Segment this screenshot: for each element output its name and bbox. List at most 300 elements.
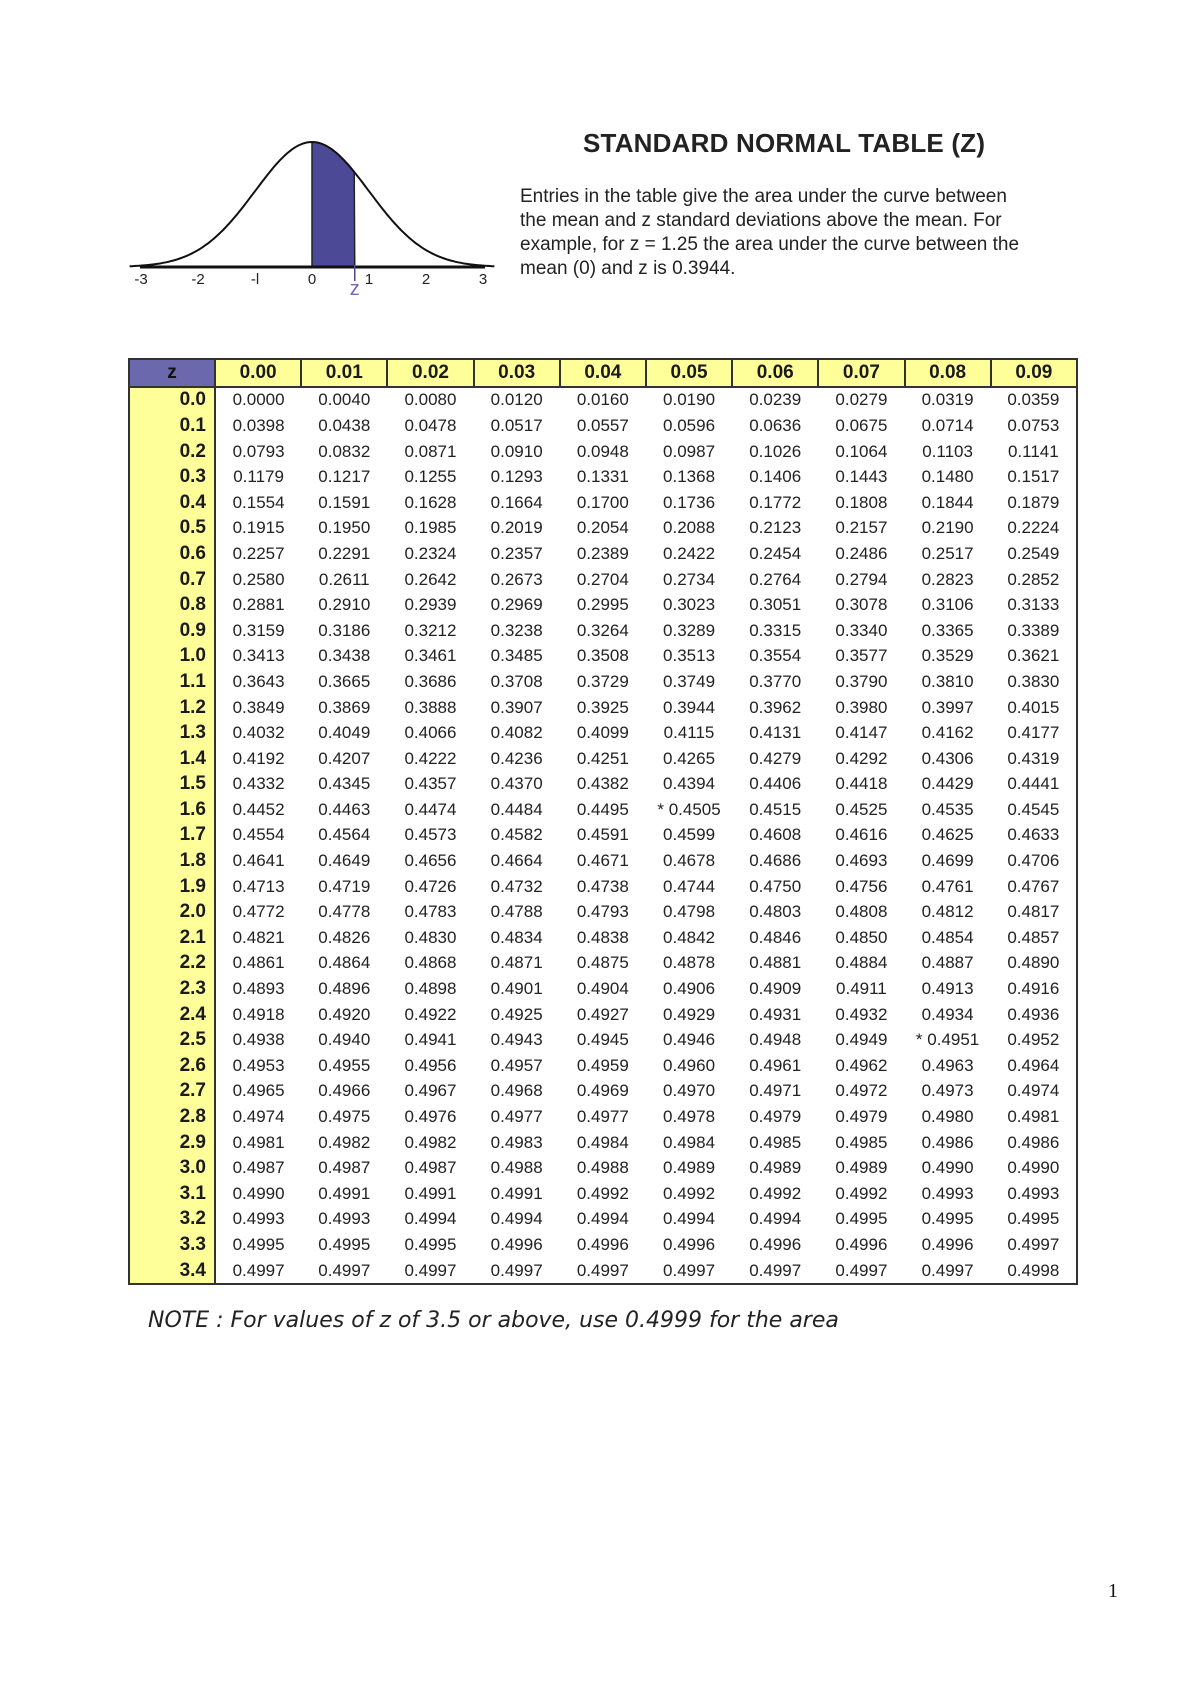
table-cell: 0.4265	[663, 748, 716, 768]
table-cell: 0.4934	[921, 1004, 974, 1024]
row-header: 2.5	[129, 1027, 215, 1053]
table-cell: 0.1808	[835, 492, 888, 512]
table-cell: 0.1736	[663, 492, 716, 512]
table-cell: 0.4949	[835, 1030, 888, 1050]
table-cell: 0.4429	[921, 774, 974, 794]
table-cell: 0.4987	[404, 1158, 457, 1178]
table-cell: 0.2324	[404, 543, 457, 563]
table-cell: 0.3577	[835, 646, 888, 666]
table-cell: 0.0080	[404, 390, 457, 410]
table-cell: 0.0478	[404, 415, 457, 435]
table-cell: 0.4871	[490, 953, 543, 973]
table-cell: 0.4966	[318, 1081, 371, 1101]
table-cell: 0.4887	[921, 953, 974, 973]
row-header: 2.0	[129, 899, 215, 925]
table-cell: 0.4394	[663, 774, 716, 794]
row-header: 1.3	[129, 720, 215, 746]
table-cell: 0.3944	[663, 697, 716, 717]
table-cell: 0.1772	[749, 492, 802, 512]
row-header: 1.4	[129, 746, 215, 772]
table-cell: 0.4992	[576, 1183, 629, 1203]
axis-tick-label: -2	[191, 271, 205, 288]
table-cell: 0.4965	[232, 1081, 285, 1101]
table-cell: 0.4979	[749, 1107, 802, 1127]
table-cell: 0.3106	[921, 595, 974, 615]
table-cell: 0.3888	[404, 697, 457, 717]
table-cell: 0.4370	[490, 774, 543, 794]
table-cell: 0.3749	[663, 671, 716, 691]
table-cell: 0.4968	[490, 1081, 543, 1101]
table-cell: 0.3264	[576, 620, 629, 640]
column-header: 0.03	[474, 359, 560, 387]
table-cell: 0.2389	[576, 543, 629, 563]
row-header: 0.2	[129, 439, 215, 465]
table-cell: 0.3212	[404, 620, 457, 640]
table-cell: 0.0040	[318, 390, 371, 410]
table-cell: 0.4591	[576, 825, 629, 845]
table-cell: 0.4656	[404, 851, 457, 871]
table-description: Entries in the table give the area under the curve between the mean and z standard deviations above the mean. For example, for z = 1.25 the area under the curve between the mean (0) and z is 0.3944.	[520, 186, 1020, 279]
table-cell: 0.4991	[490, 1183, 543, 1203]
table-cell: 0.4971	[749, 1081, 802, 1101]
table-cell: 0.3438	[318, 646, 371, 666]
table-row	[129, 669, 1077, 695]
table-cell: 0.4970	[663, 1081, 716, 1101]
table-cell: 0.4987	[318, 1158, 371, 1178]
table-cell: 0.4162	[921, 723, 974, 743]
row-header: 0.5	[129, 516, 215, 542]
axis-tick-label: 0	[307, 271, 317, 288]
table-cell: 0.4981	[232, 1132, 285, 1152]
table-cell: 0.4946	[663, 1030, 716, 1050]
table-note: NOTE : For values of z of 3.5 or above, use 0.4999 for the area	[148, 1308, 839, 1333]
table-cell: 0.1517	[991, 464, 1077, 490]
table-cell: 0.4997	[646, 1258, 732, 1285]
table-cell: 0.1217	[318, 467, 371, 487]
table-cell: 0.4750	[749, 876, 802, 896]
table-cell: 0.4967	[404, 1081, 457, 1101]
table-cell: 0.4991	[318, 1183, 371, 1203]
table-cell: 0.4452	[232, 799, 285, 819]
normal-curve-figure	[134, 115, 510, 315]
table-cell: 0.4821	[232, 927, 285, 947]
table-cell: 0.2088	[663, 518, 716, 538]
row-header: 2.2	[129, 951, 215, 977]
table-row	[129, 1258, 1077, 1285]
table-cell: 0.3997	[921, 697, 974, 717]
table-cell: 0.4938	[232, 1030, 285, 1050]
row-header: 0.6	[129, 541, 215, 567]
table-cell: 0.4901	[490, 979, 543, 999]
table-cell: 0.4981	[991, 1104, 1077, 1130]
table-cell: 0.2734	[663, 569, 716, 589]
table-cell: 0.3790	[835, 671, 888, 691]
table-cell: 0.4979	[835, 1107, 888, 1127]
table-cell: 0.4713	[232, 876, 285, 896]
table-cell: 0.4952	[991, 1027, 1077, 1053]
table-cell: 0.3023	[663, 595, 716, 615]
table-row	[129, 1104, 1077, 1130]
row-header: 3.1	[129, 1181, 215, 1207]
table-row	[129, 1053, 1077, 1079]
table-row	[129, 797, 1077, 823]
table-cell: 0.4983	[490, 1132, 543, 1152]
table-cell: 0.2422	[663, 543, 716, 563]
table-cell: 0.3159	[232, 620, 285, 640]
table-cell: 0.4990	[991, 1155, 1077, 1181]
table-cell: 0.4974	[232, 1107, 285, 1127]
table-cell: 0.4996	[490, 1234, 543, 1254]
table-cell: 0.4406	[749, 774, 802, 794]
table-cell: 0.4222	[404, 748, 457, 768]
table-cell: 0.1026	[749, 441, 802, 461]
table-cell: 0.4940	[318, 1030, 371, 1050]
table-cell: 0.4641	[232, 851, 285, 871]
table-cell: 0.0359	[991, 387, 1077, 414]
table-cell: 0.3289	[663, 620, 716, 640]
table-cell: 0.4441	[991, 772, 1077, 798]
table-cell: 0.4115	[663, 723, 715, 743]
table-cell: 0.0160	[576, 390, 629, 410]
table-row	[129, 925, 1077, 951]
table-cell: 0.4599	[663, 825, 716, 845]
table-cell: 0.0319	[921, 390, 974, 410]
table-row	[129, 541, 1077, 567]
table-cell: 0.4963	[921, 1055, 974, 1075]
table-cell: 0.4995	[404, 1234, 457, 1254]
table-cell: 0.1628	[404, 492, 457, 512]
table-cell: 0.1700	[576, 492, 629, 512]
z-marker-label: z	[349, 278, 360, 300]
table-cell: 0.4884	[835, 953, 888, 973]
table-cell: 0.4982	[404, 1132, 457, 1152]
row-header: 1.6	[129, 797, 215, 823]
table-cell: 0.4988	[576, 1158, 629, 1178]
row-header: 0.0	[129, 387, 215, 414]
table-cell: 0.4977	[576, 1107, 629, 1127]
table-cell: 0.4986	[921, 1132, 974, 1152]
table-row	[129, 592, 1077, 618]
table-cell: 0.0239	[749, 390, 802, 410]
table-cell: 0.4990	[232, 1183, 285, 1203]
table-cell: 0.4772	[232, 902, 285, 922]
table-cell: 0.4015	[991, 695, 1077, 721]
table-cell: 0.4495	[576, 799, 629, 819]
table-cell: 0.4997	[991, 1232, 1077, 1258]
table-cell: 0.3708	[490, 671, 543, 691]
table-row	[129, 1207, 1077, 1233]
table-cell: 0.2123	[749, 518, 802, 538]
table-cell: 0.4994	[404, 1209, 457, 1229]
table-cell: 0.0557	[576, 415, 629, 435]
table-cell: 0.1406	[749, 467, 802, 487]
standard-normal-table	[128, 358, 1078, 1285]
table-cell: 0.3389	[991, 618, 1077, 644]
table-cell: 0.4875	[576, 953, 629, 973]
table-row	[129, 567, 1077, 593]
table-cell: 0.1293	[490, 467, 543, 487]
table-cell: 0.4955	[318, 1055, 371, 1075]
table-cell: 0.2019	[490, 518, 543, 538]
column-header: 0.09	[991, 359, 1077, 387]
table-cell: 0.2611	[318, 569, 370, 589]
table-cell: 0.4798	[663, 902, 716, 922]
table-cell: 0.4993	[991, 1181, 1077, 1207]
table-cell: 0.0675	[835, 415, 888, 435]
axis-tick-label: 2	[421, 271, 431, 288]
table-cell: 0.4671	[576, 851, 629, 871]
table-row	[129, 1002, 1077, 1028]
table-cell: 0.1915	[232, 518, 285, 538]
table-cell: 0.0793	[232, 441, 285, 461]
table-cell: 0.3340	[835, 620, 888, 640]
table-cell: 0.4995	[232, 1234, 285, 1254]
table-cell: 0.4767	[991, 874, 1077, 900]
table-cell: 0.4904	[576, 979, 629, 999]
table-cell: 0.4996	[576, 1234, 629, 1254]
table-cell: 0.2794	[835, 569, 888, 589]
table-cell: 0.4474	[404, 799, 457, 819]
table-row	[129, 823, 1077, 849]
table-row	[129, 874, 1077, 900]
table-cell: 0.0636	[749, 415, 802, 435]
table-cell: 0.4920	[318, 1004, 371, 1024]
row-header: 2.7	[129, 1079, 215, 1105]
table-cell: 0.4996	[835, 1234, 888, 1254]
table-cell: 0.4927	[576, 1004, 629, 1024]
table-cell: 0.4693	[835, 851, 888, 871]
table-cell: 0.4995	[991, 1207, 1077, 1233]
table-cell: 0.0948	[576, 441, 629, 461]
table-cell: 0.4993	[232, 1209, 285, 1229]
table-cell: 0.4969	[576, 1081, 629, 1101]
table-cell: 0.0753	[991, 413, 1077, 439]
page-number: 1	[1108, 1580, 1118, 1602]
table-cell: 0.3830	[991, 669, 1077, 695]
table-cell: 0.4973	[921, 1081, 974, 1101]
table-cell: 0.3643	[232, 671, 285, 691]
table-cell: 0.3413	[232, 646, 285, 666]
table-cell: 0.4292	[835, 748, 888, 768]
row-header: 0.3	[129, 464, 215, 490]
table-cell: 0.2190	[921, 518, 974, 538]
table-cell: 0.1950	[318, 518, 371, 538]
table-cell: 0.1844	[921, 492, 974, 512]
row-header: 1.7	[129, 823, 215, 849]
table-cell: 0.4985	[835, 1132, 888, 1152]
table-cell: 0.1141	[991, 439, 1077, 465]
table-cell: 0.4846	[749, 927, 802, 947]
table-cell: 0.4545	[991, 797, 1077, 823]
table-cell: 0.4726	[404, 876, 457, 896]
row-header: 1.5	[129, 772, 215, 798]
table-cell: 0.3508	[576, 646, 629, 666]
table-cell: 0.4990	[921, 1158, 974, 1178]
table-row	[129, 618, 1077, 644]
table-cell: 0.4996	[663, 1234, 716, 1254]
table-cell: 0.3810	[921, 671, 974, 691]
table-cell: 0.3770	[749, 671, 802, 691]
table-cell: 0.1103	[922, 441, 973, 461]
table-cell: 0.4989	[749, 1158, 802, 1178]
table-cell: 0.4956	[404, 1055, 457, 1075]
table-cell: 0.4936	[991, 1002, 1077, 1028]
table-cell: 0.4812	[921, 902, 974, 922]
table-cell: 0.4984	[663, 1132, 716, 1152]
table-cell: 0.2823	[921, 569, 974, 589]
table-cell: 0.4992	[749, 1183, 802, 1203]
table-cell: 0.1443	[835, 467, 888, 487]
table-cell: 0.3051	[749, 595, 802, 615]
table-row	[129, 1181, 1077, 1207]
table-cell: 0.4177	[991, 720, 1077, 746]
row-header: 2.9	[129, 1130, 215, 1156]
table-cell: 0.0871	[404, 441, 457, 461]
table-cell: 0.4838	[576, 927, 629, 947]
table-cell: 0.4890	[991, 951, 1077, 977]
page-title: STANDARD NORMAL TABLE (Z)	[583, 128, 986, 158]
row-header: 2.8	[129, 1104, 215, 1130]
table-cell: 0.2357	[490, 543, 543, 563]
table-cell: 0.3078	[835, 595, 888, 615]
table-cell: 0.2291	[318, 543, 371, 563]
table-cell: 0.2969	[490, 595, 543, 615]
table-cell: 0.4988	[490, 1158, 543, 1178]
table-row	[129, 490, 1077, 516]
table-cell: 0.1255	[404, 467, 457, 487]
table-cell: 0.4625	[921, 825, 974, 845]
table-cell: 0.4535	[921, 799, 974, 819]
table-cell: * 0.4951	[915, 1030, 980, 1050]
table-cell: 0.4982	[318, 1132, 371, 1152]
table-cell: 0.4131	[749, 723, 802, 743]
table-cell: 0.3365	[921, 620, 974, 640]
table-cell: 0.4279	[749, 748, 802, 768]
table-cell: 0.2580	[232, 569, 285, 589]
table-cell: 0.4961	[749, 1055, 802, 1075]
row-header: 0.8	[129, 592, 215, 618]
table-cell: 0.3133	[991, 592, 1077, 618]
table-row	[129, 644, 1077, 670]
table-cell: 0.4032	[232, 723, 285, 743]
table-cell: 0.4898	[404, 979, 457, 999]
table-cell: 0.4996	[749, 1234, 802, 1254]
table-cell: 0.4082	[490, 723, 543, 743]
table-row	[129, 1232, 1077, 1258]
row-header: 3.3	[129, 1232, 215, 1258]
table-cell: 0.0438	[318, 415, 371, 435]
table-cell: 0.4985	[749, 1132, 802, 1152]
table-cell: 0.4987	[232, 1158, 285, 1178]
table-cell: 0.4418	[835, 774, 888, 794]
table-cell: 0.4993	[318, 1209, 371, 1229]
table-cell: 0.4994	[749, 1209, 802, 1229]
table-cell: 0.4994	[576, 1209, 629, 1229]
row-header: 2.3	[129, 976, 215, 1002]
axis-tick-label: -l	[250, 271, 260, 288]
table-cell: 0.4554	[232, 825, 285, 845]
table-cell: 0.3186	[318, 620, 371, 640]
table-cell: 0.2764	[749, 569, 802, 589]
table-cell: 0.4664	[490, 851, 543, 871]
table-cell: 0.4306	[921, 748, 974, 768]
table-cell: 0.0000	[232, 390, 285, 410]
table-header-row	[129, 359, 1077, 387]
table-cell: 0.4788	[490, 902, 543, 922]
row-header: 1.2	[129, 695, 215, 721]
table-cell: 0.4989	[835, 1158, 888, 1178]
table-cell: 0.2257	[232, 543, 285, 563]
axis-tick-label: 3	[478, 271, 488, 288]
table-cell: 0.1985	[404, 518, 457, 538]
table-cell: 0.4147	[835, 723, 888, 743]
table-cell: 0.3485	[490, 646, 543, 666]
table-cell: 0.4953	[232, 1055, 285, 1075]
table-cell: 0.4977	[490, 1107, 543, 1127]
column-header: 0.08	[905, 359, 991, 387]
table-cell: 0.4616	[835, 825, 888, 845]
table-row	[129, 772, 1077, 798]
table-cell: 0.4332	[232, 774, 285, 794]
table-cell: 0.3962	[749, 697, 802, 717]
table-row	[129, 1130, 1077, 1156]
table-row	[129, 848, 1077, 874]
table-row	[129, 439, 1077, 465]
table-cell: 0.2486	[835, 543, 888, 563]
table-cell: 0.4997	[474, 1258, 560, 1285]
table-cell: 0.0910	[490, 441, 543, 461]
table-cell: 0.4525	[835, 799, 888, 819]
table-cell: 0.4066	[404, 723, 457, 743]
table-cell: 0.4909	[749, 979, 802, 999]
shaded-area	[312, 142, 355, 267]
table-cell: 0.4931	[749, 1004, 802, 1024]
table-cell: 0.2852	[991, 567, 1077, 593]
table-cell: 0.4975	[318, 1107, 371, 1127]
table-cell: 0.3849	[232, 697, 285, 717]
table-cell: 0.1554	[232, 492, 285, 512]
table-cell: 0.3686	[404, 671, 457, 691]
table-cell: 0.4515	[749, 799, 802, 819]
table-cell: 0.4989	[663, 1158, 716, 1178]
table-cell: 0.4962	[835, 1055, 888, 1075]
table-cell: 0.2704	[576, 569, 629, 589]
table-cell: 0.4850	[835, 927, 888, 947]
table-cell: 0.0120	[490, 390, 543, 410]
column-header: 0.01	[301, 359, 387, 387]
table-cell: 0.4994	[663, 1209, 716, 1229]
table-row	[129, 976, 1077, 1002]
table-cell: 0.4706	[991, 848, 1077, 874]
table-row	[129, 746, 1077, 772]
table-cell: 0.4842	[663, 927, 716, 947]
table-cell: 0.0596	[663, 415, 716, 435]
table-cell: 0.2454	[749, 543, 802, 563]
table-row	[129, 720, 1077, 746]
column-header: 0.07	[818, 359, 904, 387]
table-cell: 0.3729	[576, 671, 629, 691]
table-cell: 0.4980	[921, 1107, 974, 1127]
table-cell: 0.2881	[232, 595, 285, 615]
table-cell: 0.4049	[318, 723, 371, 743]
table-cell: 0.4861	[232, 953, 285, 973]
table-cell: 0.4803	[749, 902, 802, 922]
column-header: 0.02	[387, 359, 473, 387]
table-cell: 0.4357	[404, 774, 457, 794]
row-header: 2.4	[129, 1002, 215, 1028]
table-cell: 0.3315	[749, 620, 802, 640]
table-cell: 0.3461	[404, 646, 457, 666]
